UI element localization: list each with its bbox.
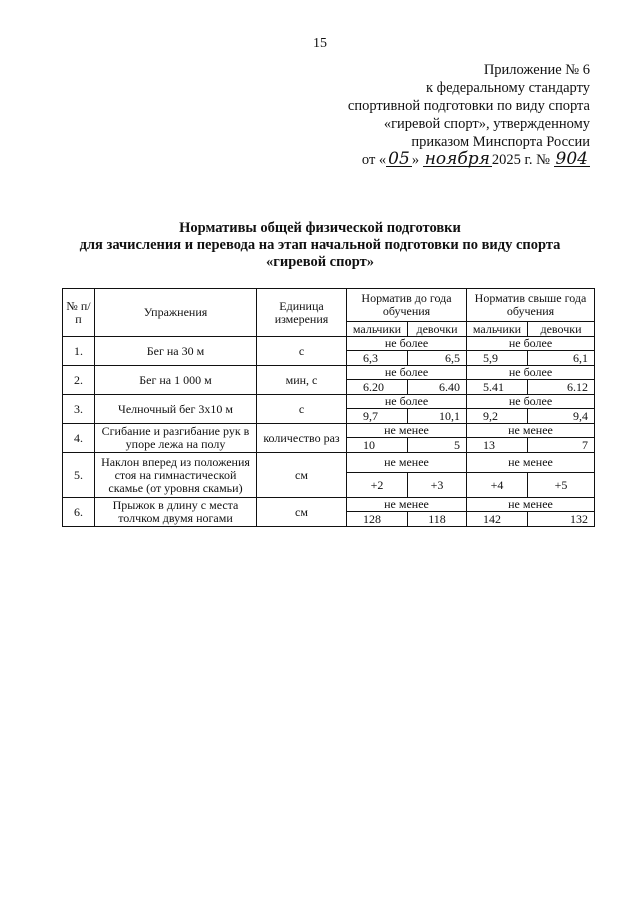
row-condition-2: не менее bbox=[467, 498, 595, 512]
row-exercise: Сгибание и разгибание рук в упоре лежа на полу bbox=[95, 424, 257, 453]
row-condition-1: не менее bbox=[347, 453, 467, 473]
row-num: 3. bbox=[63, 395, 95, 424]
value-boys-1: 6,3 bbox=[347, 351, 408, 366]
row-condition-1: не менее bbox=[347, 498, 467, 512]
order-date-line bbox=[290, 151, 590, 169]
header-group-1: Норматив до года обучения bbox=[347, 289, 467, 322]
date-prefix: от « bbox=[361, 152, 387, 168]
row-num: 5. bbox=[63, 453, 95, 498]
date-close: » bbox=[411, 152, 420, 168]
value-boys-1: 128 bbox=[347, 512, 408, 527]
value-girls-2: 132 bbox=[528, 512, 595, 527]
norms-table bbox=[62, 288, 595, 527]
value-girls-2: 6,1 bbox=[528, 351, 595, 366]
row-condition-2: не более bbox=[467, 337, 595, 351]
order-year: 2025 г. № bbox=[491, 152, 550, 168]
table-row bbox=[63, 424, 595, 438]
value-girls-1: 5 bbox=[408, 438, 467, 453]
table-row bbox=[63, 453, 595, 473]
handwritten-month: ноября bbox=[424, 149, 490, 169]
header-num: № п/п bbox=[63, 289, 95, 337]
row-exercise: Наклон вперед из положения стоя на гимнастической скамье (от уровня скамьи) bbox=[95, 453, 257, 498]
appendix-line-4: «гиревой спорт», утвержденному bbox=[383, 116, 590, 132]
row-num: 6. bbox=[63, 498, 95, 527]
row-condition-2: не менее bbox=[467, 424, 595, 438]
row-condition-1: не более bbox=[347, 366, 467, 380]
value-girls-2: +5 bbox=[528, 473, 595, 498]
title-line-2: для зачисления и перевода на этап начальной подготовки по виду спорта bbox=[79, 237, 561, 253]
row-unit: количество раз bbox=[257, 424, 347, 453]
row-exercise: Прыжок в длину с места толчком двумя ногами bbox=[95, 498, 257, 527]
row-exercise: Бег на 1 000 м bbox=[95, 366, 257, 395]
table-row bbox=[63, 498, 595, 512]
value-girls-2: 9,4 bbox=[528, 409, 595, 424]
appendix-line-1: Приложение № 6 bbox=[483, 62, 590, 78]
handwritten-order-number: 904 bbox=[555, 149, 588, 169]
row-condition-2: не более bbox=[467, 366, 595, 380]
header-boys-1: мальчики bbox=[347, 322, 408, 337]
header-girls-1: девочки bbox=[408, 322, 467, 337]
value-girls-1: +3 bbox=[408, 473, 467, 498]
table-row bbox=[63, 395, 595, 409]
document-title bbox=[40, 220, 600, 271]
header-boys-2: мальчики bbox=[467, 322, 528, 337]
row-exercise: Челночный бег 3х10 м bbox=[95, 395, 257, 424]
row-num: 4. bbox=[63, 424, 95, 453]
table-row bbox=[63, 366, 595, 380]
row-condition-2: не более bbox=[467, 395, 595, 409]
value-girls-2: 6.12 bbox=[528, 380, 595, 395]
title-line-3: «гиревой спорт» bbox=[266, 254, 374, 270]
value-girls-2: 7 bbox=[528, 438, 595, 453]
handwritten-day: 05 bbox=[388, 149, 410, 169]
value-girls-1: 10,1 bbox=[408, 409, 467, 424]
value-boys-1: 9,7 bbox=[347, 409, 408, 424]
value-girls-1: 6,5 bbox=[408, 351, 467, 366]
row-unit: см bbox=[257, 498, 347, 527]
row-num: 2. bbox=[63, 366, 95, 395]
row-condition-1: не менее bbox=[347, 424, 467, 438]
header-group-2: Норматив свыше года обучения bbox=[467, 289, 595, 322]
title-line-1: Нормативы общей физической подготовки bbox=[179, 220, 461, 236]
appendix-block bbox=[290, 61, 590, 169]
row-condition-1: не более bbox=[347, 395, 467, 409]
value-girls-1: 6.40 bbox=[408, 380, 467, 395]
row-condition-1: не более bbox=[347, 337, 467, 351]
row-unit: с bbox=[257, 337, 347, 366]
row-unit: с bbox=[257, 395, 347, 424]
value-boys-1: 6.20 bbox=[347, 380, 408, 395]
appendix-line-2: к федеральному стандарту bbox=[426, 80, 590, 96]
value-boys-2: 142 bbox=[467, 512, 528, 527]
row-unit: мин, с bbox=[257, 366, 347, 395]
value-boys-2: 13 bbox=[467, 438, 528, 453]
value-boys-2: 5,9 bbox=[467, 351, 528, 366]
page-number: 15 bbox=[313, 36, 327, 51]
appendix-line-3: спортивной подготовки по виду спорта bbox=[347, 98, 590, 114]
row-num: 1. bbox=[63, 337, 95, 366]
value-boys-1: 10 bbox=[347, 438, 408, 453]
header-exercise: Упражнения bbox=[95, 289, 257, 337]
value-boys-2: 9,2 bbox=[467, 409, 528, 424]
table-row bbox=[63, 337, 595, 351]
header-girls-2: девочки bbox=[528, 322, 595, 337]
header-unit: Единица измерения bbox=[257, 289, 347, 337]
value-girls-1: 118 bbox=[408, 512, 467, 527]
value-boys-1: +2 bbox=[347, 473, 408, 498]
row-condition-2: не менее bbox=[467, 453, 595, 473]
row-unit: см bbox=[257, 453, 347, 498]
row-exercise: Бег на 30 м bbox=[95, 337, 257, 366]
value-boys-2: +4 bbox=[467, 473, 528, 498]
appendix-line-5: приказом Минспорта России bbox=[411, 134, 590, 150]
value-boys-2: 5.41 bbox=[467, 380, 528, 395]
